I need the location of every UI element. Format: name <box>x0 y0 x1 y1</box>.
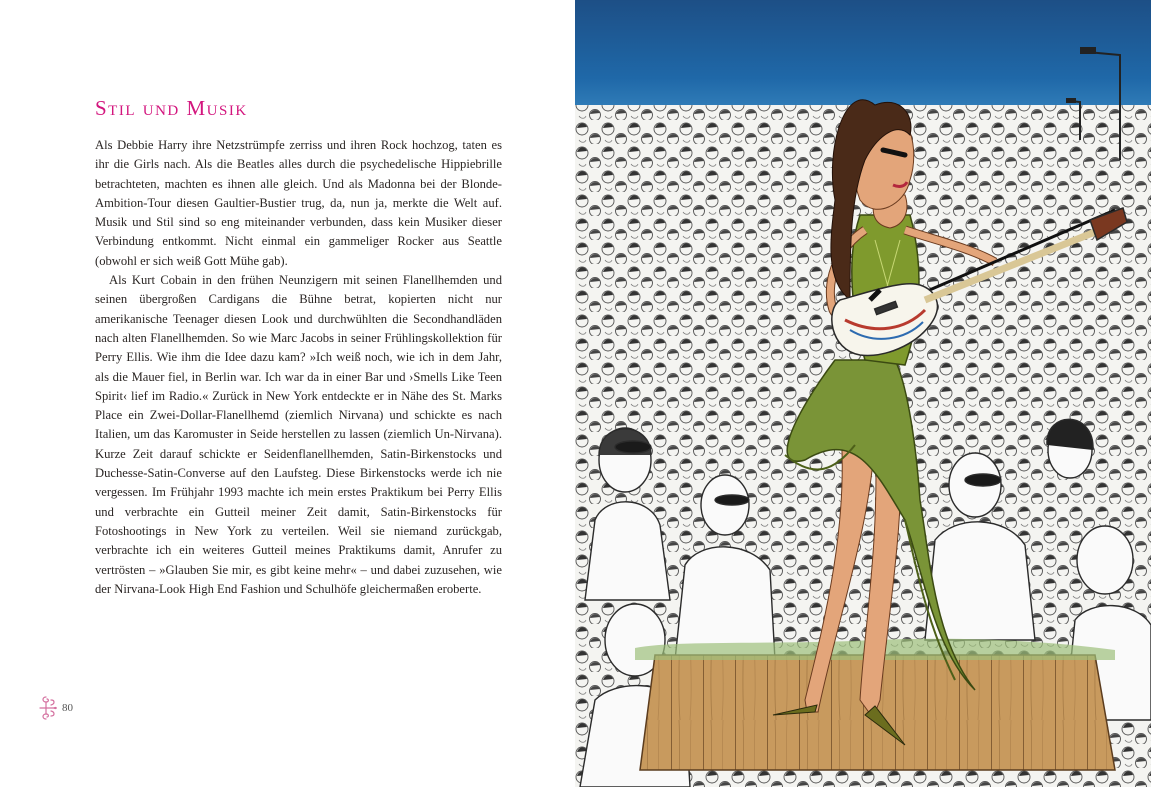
paragraph: Als Debbie Harry ihre Netzstrümpfe zerriss und ihren Rock hochzog, taten es ihr die Girls nach. Als die Beatles alles durch die psychedelische Hippiebrille betrachteten, machten es ihnen alle gleich. Und als Madonna bei der Blonde-Ambition-Tour diesen Gaultier-Bustier trug, da, nun ja, merkte die Welt auf. Musik und Stil sind so eng miteinander verbunden, dass kein Musiker dieser Verbindung entkommt. Nicht einmal ein gammeliger Rocker aus Seattle (obwohl er sich weiß Gott Mühe gab). <box>95 138 502 268</box>
paragraph: Als Kurt Cobain in den frühen Neunzigern mit seinen Flanellhemden und seinen übergroßen Cardigans die Bühne betrat, kopierten nicht nur amerikanische Teenager diesen Look und durchwühlten die Secondhandläden nach alten Flanellhemden. So wie Marc Jacobs in seiner Frühlingskollektion für Perry Ellis. Wie ihm die Idee dazu kam? »Ich weiß noch, wie ich in dem Jahr, als die Mauer fiel, in Berlin war. Ich war da in einer Bar und ›Smells Like Teen Spirit‹ lief im Radio.« Zurück in New York entdeckte er in Nähe des St. Marks Place ein Zwei-Dollar-Flanellhemd (ziemlich Nirvana) und schickte es nach Italien, um das Karomuster in Seide herstellen zu lassen (ziemlich Un-Nirvana). Kurze Zeit darauf schickte er Seidenflanellhemden, Satin-Birkenstocks und Duchesse-Satin-Converse auf den Laufsteg. Diese Birkenstocks werde ich nie vergessen. Im Frühjahr 1993 machte ich mein erstes Praktikum bei Perry Ellis und verbrachte ein Gutteil meiner Zeit damit, Satin-Birkenstocks für Fotoshootings in New York zu verteilen. Weil sie niemand zurückgab, verbrachte ich ein weiteres Gutteil meines Praktikums damit, Anrufer zu vertrösten – »Glauben Sie mir, es gibt keine mehr« – und dabei zuzusehen, wie der Nirvana-Look High End Fashion und Schulhöfe gleichermaßen eroberte. <box>95 273 502 596</box>
section-heading: Stil und Musik <box>95 96 248 120</box>
folio <box>37 695 73 721</box>
flourish-ornament-icon <box>37 695 59 721</box>
page-number: 80 <box>62 702 73 714</box>
fashion-illustration <box>575 0 1151 787</box>
body-text <box>95 136 502 599</box>
left-page <box>0 0 575 787</box>
illustration-canvas <box>575 0 1151 787</box>
